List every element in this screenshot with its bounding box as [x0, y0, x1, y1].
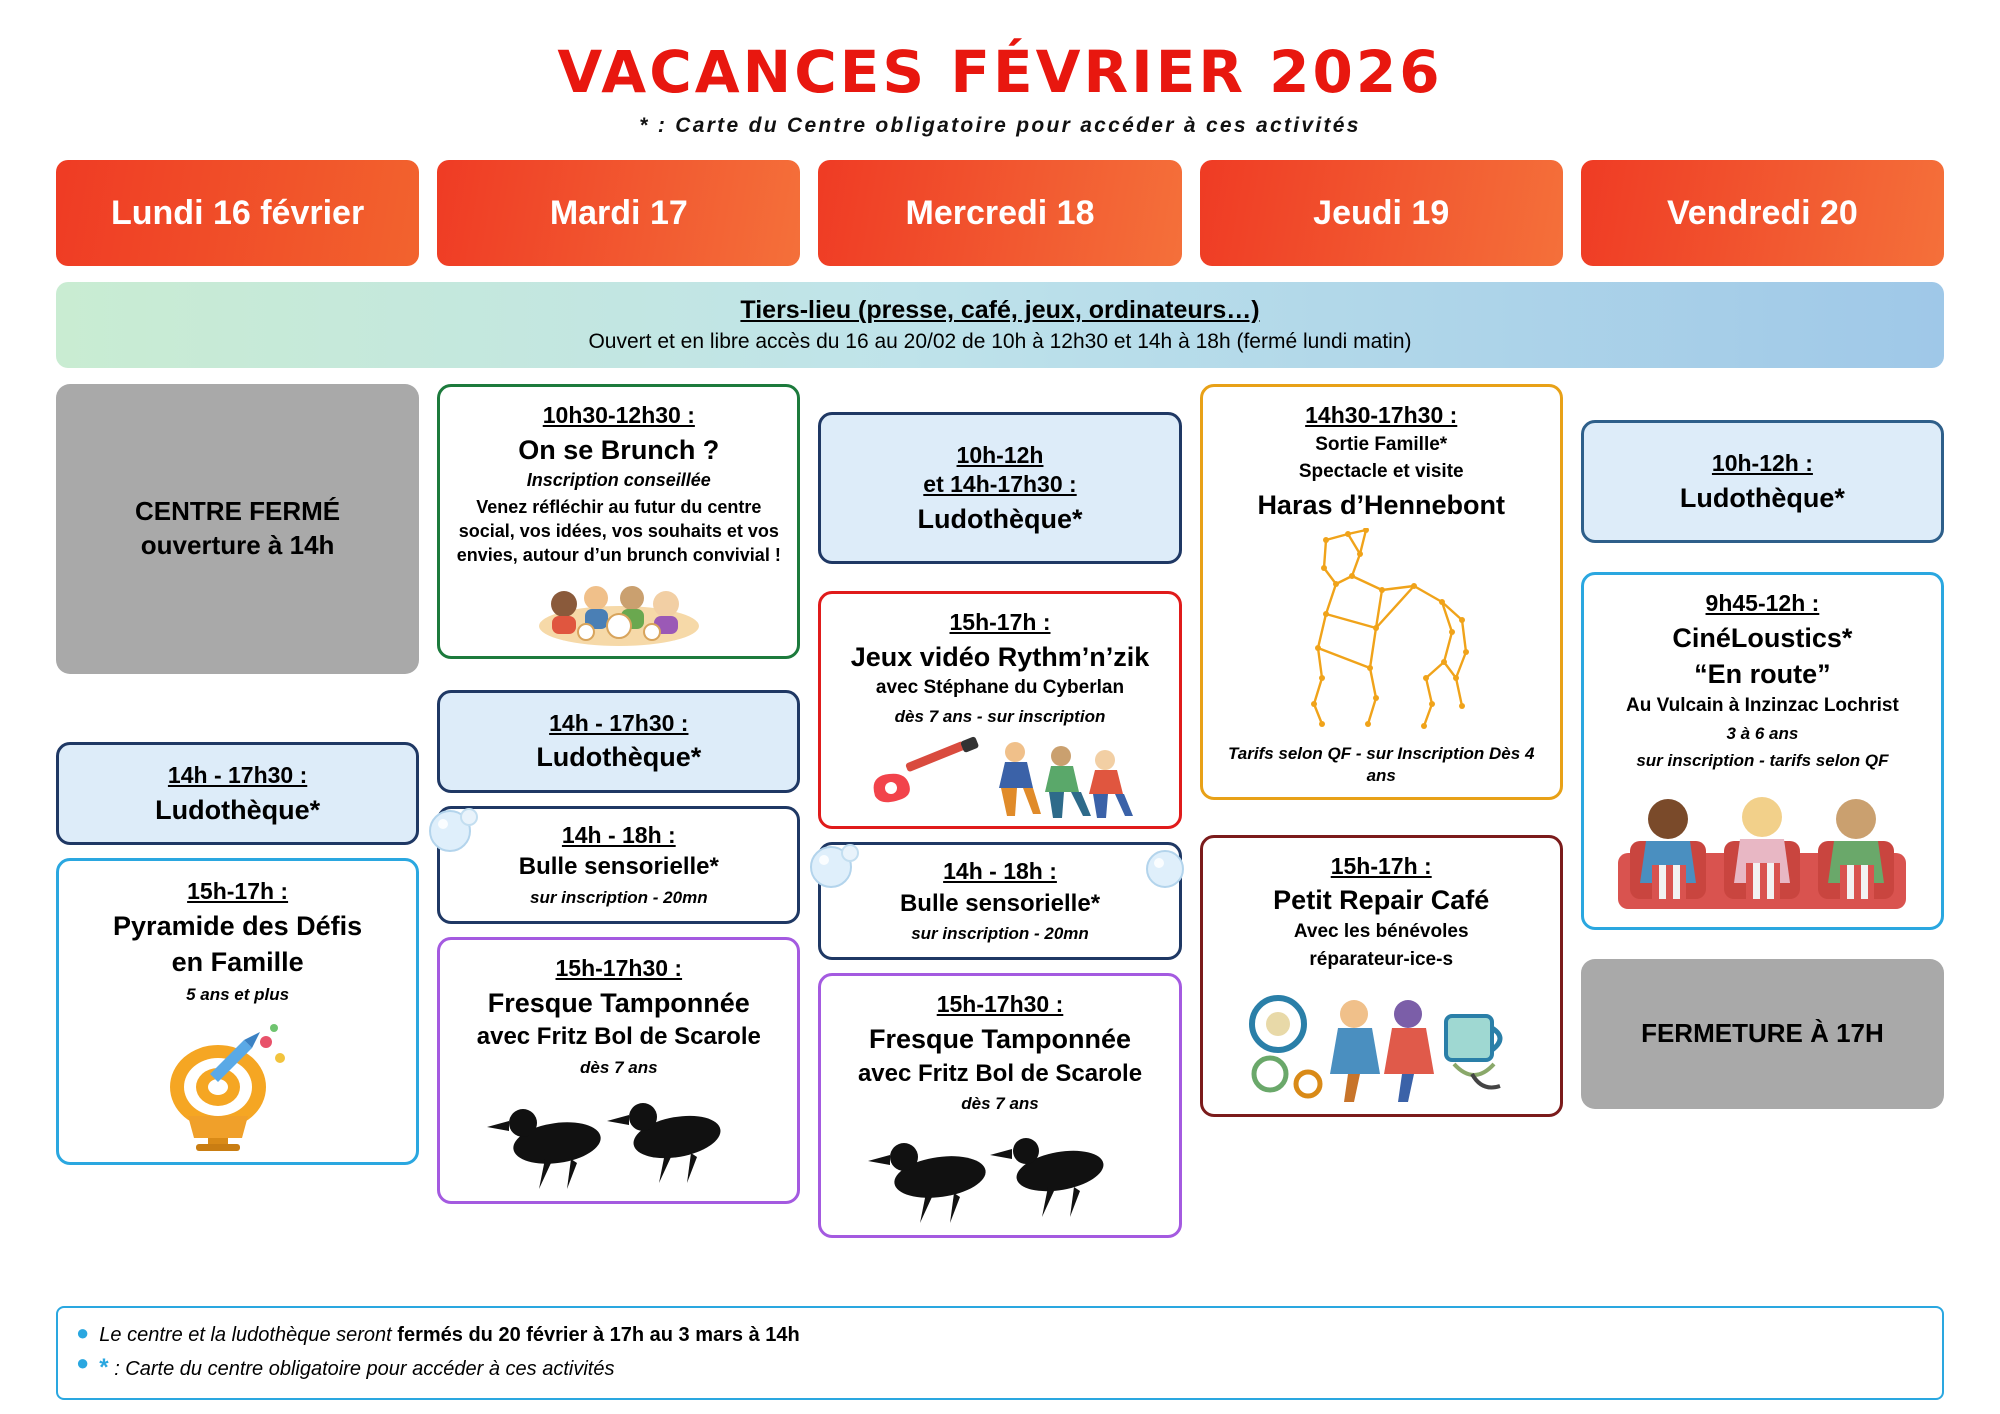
footer-line1-bold: fermés du 20 février à 17h au 3 mars à 14h: [397, 1324, 800, 1346]
bulle-mardi-name: Bulle sensorielle*: [518, 853, 719, 881]
brunch-inscription: Inscription conseillée: [526, 470, 711, 491]
jeuxvideo-name: Jeux vidéo Rythm’n’zik: [850, 641, 1150, 672]
card-ludotheque-lundi: [56, 742, 419, 845]
fresque-mardi-time: 15h-17h30 :: [555, 955, 683, 982]
bulle-mardi-time: 14h - 18h :: [561, 821, 676, 848]
cineloustics-note1: 3 à 6 ans: [1726, 724, 1799, 744]
footer-line-2: [76, 1350, 1924, 1386]
black-crows-stamp-icon: [860, 1121, 1140, 1229]
soap-bubbles-icon: [1141, 843, 1189, 891]
soap-bubbles-icon: [807, 841, 859, 893]
bulle-mercredi-note: sur inscription - 20mn: [911, 924, 1089, 944]
jeuxvideo-note: dès 7 ans - sur inscription: [894, 706, 1106, 726]
page-title: VACANCES FÉVRIER 2026: [557, 38, 1443, 106]
pyramide-name2: en Famille: [171, 947, 304, 978]
card-haras-hennebont: [1200, 384, 1563, 800]
pyramide-name1: Pyramide des Défis: [113, 910, 363, 941]
card-on-se-brunch: [437, 384, 800, 659]
fresque-mardi-name1: Fresque Tamponnée: [487, 988, 750, 1019]
repaircafe-name: Petit Repair Café: [1273, 885, 1490, 916]
fermeture-label: FERMETURE À 17H: [1641, 1017, 1884, 1048]
ludotheque-vendredi-name: Ludothèque*: [1679, 482, 1845, 513]
card-ludotheque-vendredi: [1581, 420, 1944, 543]
asterisk-icon: *: [99, 1354, 109, 1381]
repair-tools-people-icon: [1236, 978, 1526, 1108]
people-sharing-meal-icon: [524, 574, 714, 648]
footer-line-1: [76, 1320, 1924, 1350]
horse-line-art-icon: [1256, 528, 1506, 738]
tiers-lieu-title: Tiers-lieu (presse, café, jeux, ordinateurs…): [740, 296, 1260, 324]
brunch-desc: Venez réfléchir au futur du centre social, vos idées, vos souhaits et vos envies, autour d’un brunch convivial !: [456, 496, 781, 566]
day-header-row: [56, 160, 1944, 266]
cineloustics-name2: “En route”: [1694, 659, 1831, 690]
column-jeudi: [1200, 384, 1563, 1117]
footer-line2-text: : Carte du centre obligatoire pour accéder à ces activités: [108, 1358, 615, 1380]
page-subtitle: * : Carte du Centre obligatoire pour accéder à ces activités: [639, 114, 1361, 137]
haras-sub2: Spectacle et visite: [1298, 461, 1464, 483]
day-header-vendredi: Vendredi 20: [1581, 160, 1944, 266]
jeuxvideo-time: 15h-17h :: [949, 608, 1051, 635]
footer-notes: [56, 1306, 1944, 1400]
activity-columns: [56, 384, 1944, 1238]
brunch-name: On se Brunch ?: [518, 434, 720, 465]
cineloustics-name1: CinéLoustics*: [1672, 622, 1853, 653]
column-vendredi: [1581, 384, 1944, 1109]
bulle-mercredi-time: 14h - 18h :: [943, 857, 1057, 884]
fresque-mercredi-time: 15h-17h30 :: [936, 991, 1064, 1018]
day-header-mercredi: Mercredi 18: [818, 160, 1181, 266]
column-lundi: [56, 384, 419, 1165]
fresque-mardi-name2: avec Fritz Bol de Scarole: [476, 1023, 761, 1051]
pyramide-note: 5 ans et plus: [186, 984, 290, 1004]
card-repair-cafe: [1200, 835, 1563, 1118]
card-centre-ferme: [56, 384, 419, 674]
card-ludotheque-mardi: [437, 690, 800, 793]
footer-line1-pre: Le centre et la ludothèque seront: [99, 1324, 398, 1346]
ludotheque-mardi-name: Ludothèque*: [536, 742, 702, 773]
cineloustics-note2: sur inscription - tarifs selon QF: [1636, 751, 1889, 771]
card-cineloustics: [1581, 572, 1944, 929]
card-fresque-mercredi: [818, 973, 1181, 1238]
ludotheque-mercredi-time2: et 14h-17h30 :: [923, 470, 1077, 497]
card-ludotheque-mercredi: [818, 412, 1181, 564]
cineloustics-time: 9h45-12h :: [1705, 590, 1820, 617]
ludotheque-mercredi-name: Ludothèque*: [917, 503, 1083, 534]
pyramide-time: 15h-17h :: [187, 878, 289, 905]
haras-name: Haras d’Hennebont: [1257, 490, 1505, 521]
centre-ferme-line1: CENTRE FERMÉ: [135, 496, 341, 527]
ludotheque-lundi-time: 14h - 17h30 :: [167, 762, 308, 788]
bullet-icon: ●: [76, 1320, 90, 1345]
ludotheque-vendredi-time: 10h-12h :: [1711, 450, 1813, 476]
card-fermeture-17h: [1581, 959, 1944, 1109]
fresque-mercredi-name1: Fresque Tamponnée: [868, 1024, 1132, 1055]
day-header-mardi: Mardi 17: [437, 160, 800, 266]
fresque-mardi-note: dès 7 ans: [580, 1058, 658, 1078]
day-header-lundi: Lundi 16 février: [56, 160, 419, 266]
kids-at-cinema-icon: [1612, 779, 1912, 919]
haras-note: Tarifs selon QF - sur Inscription Dès 4 ans: [1228, 743, 1535, 785]
ludotheque-mercredi-time1: 10h-12h: [956, 442, 1044, 468]
tiers-lieu-banner: [56, 282, 1944, 368]
trophy-target-icon: [148, 1012, 328, 1152]
bulle-mercredi-name: Bulle sensorielle*: [899, 889, 1101, 917]
tiers-lieu-subtitle: Ouvert et en libre accès du 16 au 20/02 de 10h à 12h30 et 14h à 18h (fermé lundi matin): [588, 330, 1412, 353]
centre-ferme-line2: ouverture à 14h: [140, 530, 335, 560]
jeuxvideo-sub: avec Stéphane du Cyberlan: [875, 677, 1125, 699]
fresque-mercredi-name2: avec Fritz Bol de Scarole: [857, 1059, 1143, 1087]
ludotheque-mardi-time: 14h - 17h30 :: [549, 709, 689, 736]
column-mardi: [437, 384, 800, 1204]
card-fresque-mardi: [437, 937, 800, 1204]
card-bulle-mercredi: [818, 842, 1181, 961]
guitar-dancers-icon: [865, 734, 1135, 820]
bullet-icon: ●: [76, 1350, 90, 1375]
repaircafe-sub2: réparateur-ice-s: [1309, 948, 1454, 970]
repaircafe-time: 15h-17h :: [1330, 852, 1432, 879]
brunch-time: 10h30-12h30 :: [542, 402, 695, 428]
day-header-jeudi: Jeudi 19: [1200, 160, 1563, 266]
soap-bubbles-icon: [426, 805, 478, 857]
haras-sub1: Sortie Famille*: [1315, 433, 1448, 455]
ludotheque-lundi-name: Ludothèque*: [155, 794, 321, 825]
bulle-mardi-note: sur inscription - 20mn: [530, 888, 708, 908]
fresque-mercredi-note: dès 7 ans: [961, 1094, 1039, 1114]
repaircafe-sub1: Avec les bénévoles: [1293, 920, 1469, 942]
haras-time: 14h30-17h30 :: [1305, 402, 1458, 428]
card-bulle-mardi: [437, 806, 800, 925]
card-pyramide-defis: [56, 858, 419, 1165]
cineloustics-sub: Au Vulcain à Inzinzac Lochrist: [1626, 694, 1899, 716]
column-mercredi: [818, 384, 1181, 1238]
card-jeux-video: [818, 591, 1181, 829]
black-crows-stamp-icon: [479, 1085, 759, 1195]
